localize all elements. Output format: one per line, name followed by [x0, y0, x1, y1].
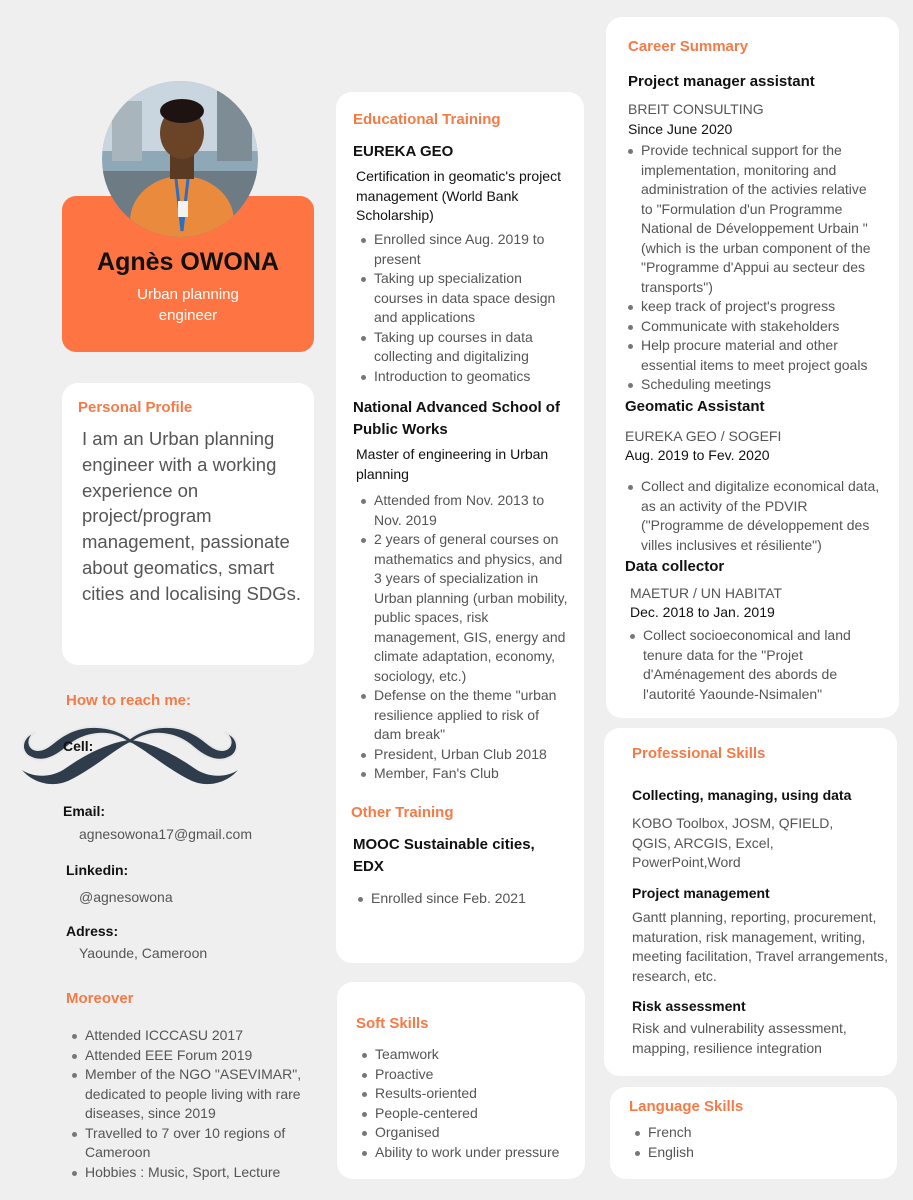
- list-item: Communicate with stakeholders: [625, 317, 880, 337]
- list-item: Attended from Nov. 2013 to Nov. 2019: [358, 491, 568, 530]
- list-item: Enrolled since Feb. 2021: [355, 889, 565, 909]
- person-role: Urban planning engineer: [137, 286, 239, 324]
- skill2-title: Project management: [632, 885, 770, 901]
- list-item: Organised: [359, 1123, 584, 1143]
- list-item: Provide technical support for the implementation, monitoring and administration of the activies relative to "Formulation d'un Programme National de Développement Urbain " (which is the urban component of the "Programme d'Appui au secteur des transports"): [625, 141, 880, 297]
- other-training-title: Other Training: [351, 804, 454, 821]
- list-item: Collect socioeconomical and land tenure data for the "Projet d'Aménagement des abords de l'autorité Yaounde-Nsimalen": [627, 626, 877, 704]
- career-summary-title: Career Summary: [628, 38, 749, 55]
- list-item: French: [632, 1123, 832, 1143]
- contact-title: How to reach me:: [66, 692, 192, 709]
- email-label: Email:: [63, 803, 106, 819]
- list-item: Help procure material and other essential items to meet project goals: [625, 336, 880, 375]
- education-title: Educational Training: [353, 111, 501, 128]
- email-value[interactable]: agnesowona17@gmail.com: [79, 826, 252, 842]
- list-item: President, Urban Club 2018: [358, 745, 568, 765]
- professional-skills-title: Professional Skills: [632, 745, 766, 762]
- list-item: Teamwork: [359, 1045, 584, 1065]
- list-item: Ability to work under pressure: [359, 1143, 584, 1163]
- list-item: keep track of project's progress: [625, 297, 880, 317]
- job3-period: Dec. 2018 to Jan. 2019: [630, 604, 775, 620]
- person-name: Agnès OWONA: [97, 248, 279, 276]
- mustache-icon: [14, 718, 246, 790]
- list-item: 2 years of general courses on mathematics and physics, and 3 years of specialization in Urban planning (urban mobility, public spaces, risk management, GIS, energy and climate adaptation, economy, sociology, etc.): [358, 530, 568, 686]
- soft-skills-title: Soft Skills: [356, 1015, 429, 1032]
- mooc-name: MOOC Sustainable cities, EDX: [353, 836, 535, 875]
- moreover-title: Moreover: [66, 990, 134, 1007]
- personal-profile-title: Personal Profile: [78, 399, 193, 416]
- list-item: Results-oriented: [359, 1084, 584, 1104]
- personal-profile-card: [62, 383, 314, 665]
- school2-name: National Advanced School of Public Works: [353, 399, 560, 438]
- other-training-list: [355, 889, 565, 909]
- list-item: Scheduling meetings: [625, 375, 880, 395]
- address-label: Adress:: [66, 923, 119, 939]
- career-summary-card: [606, 17, 899, 718]
- linkedin-label: Linkedin:: [66, 862, 129, 878]
- job3-list: [627, 626, 877, 704]
- education-card: [336, 92, 584, 963]
- list-item: People-centered: [359, 1104, 584, 1124]
- list-item: Attended ICCCASU 2017: [69, 1026, 314, 1046]
- cell-label: Cell:: [63, 738, 94, 754]
- school1-degree: Certification in geomatic's project management (World Bank Scholarship): [356, 168, 561, 223]
- list-item: Enrolled since Aug. 2019 to present: [358, 230, 568, 269]
- list-item: English: [632, 1143, 832, 1163]
- school2-degree: Master of engineering in Urban planning: [356, 446, 549, 482]
- profile-photo: [102, 81, 258, 237]
- professional-skills-card: [604, 728, 897, 1076]
- job1-period: Since June 2020: [628, 121, 733, 137]
- skill1-text: KOBO Toolbox, JOSM, QFIELD, QGIS, ARCGIS, Excel, PowerPoint,Word: [632, 815, 834, 870]
- list-item: Introduction to geomatics: [358, 367, 568, 387]
- skill2-text: Gantt planning, reporting, procurement, maturation, risk management, writing, meeting facilitation, Travel arrangements, research, etc.: [632, 909, 889, 984]
- job3-title: Data collector: [625, 558, 725, 575]
- job2-period: Aug. 2019 to Fev. 2020: [625, 447, 770, 463]
- school2-list: [358, 491, 568, 784]
- job2-company: EUREKA GEO / SOGEFI: [625, 428, 782, 444]
- skill3-text: Risk and vulnerability assessment, mapping, resilience integration: [632, 1020, 847, 1056]
- list-item: Travelled to 7 over 10 regions of Cameroon: [69, 1124, 314, 1163]
- job2-list: [625, 477, 880, 555]
- school1-list: [358, 230, 568, 386]
- job1-title: Project manager assistant: [628, 73, 815, 90]
- list-item: Member of the NGO "ASEVIMAR", dedicated to people living with rare diseases, since 2019: [69, 1065, 314, 1124]
- skill1-title: Collecting, managing, using data: [632, 787, 852, 803]
- job1-list: [625, 141, 880, 395]
- personal-profile-text: I am an Urban planning engineer with a working experience on project/program management, passionate about geomatics, smart cities and localising SDGs.: [82, 428, 302, 604]
- job2-title: Geomatic Assistant: [625, 398, 765, 415]
- list-item: Defense on the theme "urban resilience applied to risk of dam break": [358, 686, 568, 745]
- list-item: Attended EEE Forum 2019: [69, 1046, 314, 1066]
- school1-name: EUREKA GEO: [353, 143, 454, 160]
- language-list: [632, 1123, 832, 1162]
- linkedin-value[interactable]: @agnesowona: [79, 889, 173, 905]
- job3-company: MAETUR / UN HABITAT: [630, 585, 782, 601]
- list-item: Taking up courses in data collecting and digitalizing: [358, 328, 568, 367]
- soft-skills-list: [359, 1045, 584, 1162]
- moreover-list: [69, 1026, 314, 1182]
- list-item: Collect and digitalize economical data, as an activity of the PDVIR ("Programme de développement des villes inclusives et résiliente"): [625, 477, 880, 555]
- list-item: Proactive: [359, 1065, 584, 1085]
- list-item: Taking up specialization courses in data space design and applications: [358, 269, 568, 328]
- list-item: Hobbies : Music, Sport, Lecture: [69, 1163, 314, 1183]
- list-item: Member, Fan's Club: [358, 764, 568, 784]
- job1-company: BREIT CONSULTING: [628, 101, 764, 117]
- soft-skills-card: [337, 982, 585, 1179]
- language-skills-card: [610, 1087, 897, 1179]
- skill3-title: Risk assessment: [632, 998, 746, 1014]
- language-skills-title: Language Skills: [629, 1098, 744, 1115]
- address-value: Yaounde, Cameroon: [79, 945, 208, 961]
